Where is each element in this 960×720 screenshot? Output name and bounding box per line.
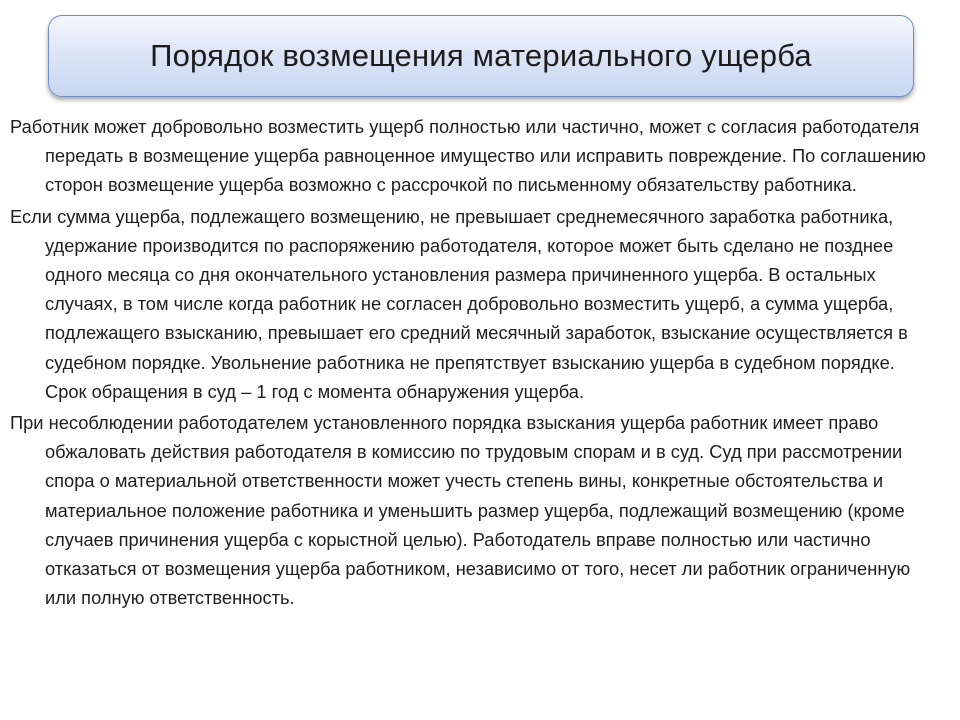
- paragraph-appeal-rights: При несоблюдении работодателем установленного порядка взыскания ущерба работник имеет право обжаловать действия работодателя в комиссию по трудовым спорам и в суд. Суд при рассмотрении спора о материальной ответственности может учесть степень вины, конкретные обстоятельства и материальное положение работника и уменьшить размер ущерба, подлежащий возмещению (кроме случаев причинения ущерба с корыстной целью). Работодатель вправе полностью или частично отказаться от возмещения ущерба работником, независимо от того, несет ли работник ограниченную или полную ответственность.: [10, 412, 911, 609]
- paragraph-voluntary-compensation: Работник может добровольно возместить ущерб полностью или частично, может с согласия работодателя передать в возмещение ущерба равноценное имущество или исправить повреждение. По соглашению сторон возмещение ущерба возможно с рассрочкой по письменному обязательству работника.: [10, 116, 926, 196]
- slide-title-box: [48, 15, 914, 97]
- slide-title: Порядок возмещения материального ущерба: [150, 38, 812, 73]
- slide-body: [10, 112, 940, 614]
- paragraph-deduction-order: Если сумма ущерба, подлежащего возмещению, не превышает среднемесячного заработка работника, удержание производится по распоряжению работодателя, которое может быть сделано не позднее одного месяца со дня окончательного установления размера причиненного ущерба. В остальных случаях, в том числе когда работник не согласен добровольно возместить ущерб, а сумма ущерба, подлежащего взысканию, превышает его средний месячный заработок, взыскание осуществляется в судебном порядке. Увольнение работника не препятствует взысканию ущерба в судебном порядке. Срок обращения в суд – 1 год с момента обнаружения ущерба.: [10, 205, 908, 402]
